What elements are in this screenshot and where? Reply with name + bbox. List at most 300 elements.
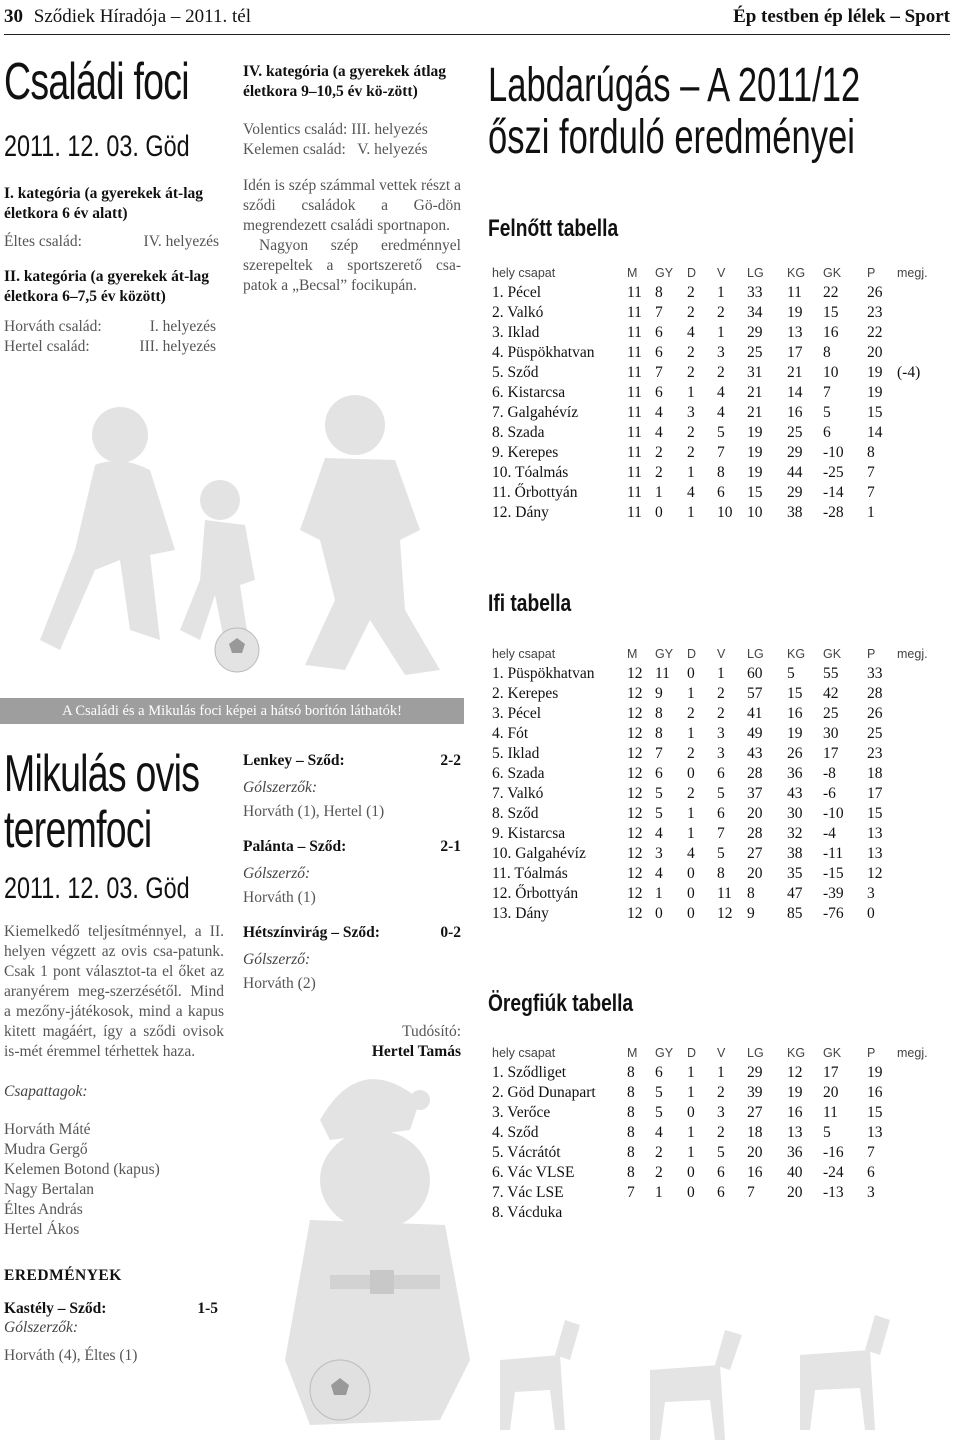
- stat-cell: 33: [747, 284, 763, 301]
- team-cell: 3. Iklad: [492, 324, 540, 341]
- stat-cell: 17: [823, 745, 839, 762]
- table-header-row: [492, 263, 937, 283]
- table-row: [492, 463, 937, 483]
- stat-cell: [787, 1203, 823, 1223]
- stat-cell: (-4): [897, 364, 921, 381]
- stat-cell: 0: [687, 1104, 695, 1121]
- squad-member: Hertel Ákos: [4, 1221, 80, 1238]
- reporter-name: Hertel Tamás: [371, 1043, 461, 1060]
- stat-cell: 1: [655, 885, 663, 902]
- stat-cell: 1: [717, 1064, 725, 1081]
- stat-cell: 29: [747, 324, 763, 341]
- stat-cell: 85: [787, 905, 803, 922]
- table-row: [492, 383, 937, 403]
- team-cell: 1. Püspökhatvan: [492, 665, 595, 682]
- stat-cell: 3: [867, 1184, 875, 1201]
- cat4-line-1: Volentics család: III. helyezés: [243, 121, 428, 138]
- team-cell: 2. Kerepes: [492, 685, 559, 702]
- table-row: [492, 724, 937, 744]
- table-row: [492, 844, 937, 864]
- scorers-0: Horváth (4), Éltes (1): [4, 1347, 138, 1364]
- squad-label: Csapattagok:: [4, 1083, 88, 1100]
- stat-cell: 11: [717, 885, 732, 902]
- team-cell: 10. Tóalmás: [492, 464, 569, 481]
- stat-cell: 6: [717, 805, 725, 822]
- stat-cell: 7: [867, 464, 875, 481]
- match-2: Palánta – Sződ:: [243, 838, 347, 855]
- stat-cell: [897, 1083, 937, 1103]
- stat-cell: -76: [823, 905, 844, 922]
- stat-cell: [687, 1203, 717, 1223]
- stat-cell: 1: [867, 504, 875, 521]
- stat-cell: 26: [867, 284, 883, 301]
- stat-cell: 0: [655, 905, 663, 922]
- stat-cell: 8: [655, 725, 663, 742]
- column-header: V: [717, 647, 726, 661]
- oregfiuk-title: Öregfiúk tabella: [488, 990, 634, 1017]
- stat-cell: 2: [687, 705, 695, 722]
- stat-cell: [897, 283, 937, 303]
- stat-cell: 2: [687, 284, 695, 301]
- table-row: [492, 1123, 937, 1143]
- stat-cell: 31: [747, 364, 763, 381]
- stat-cell: 49: [747, 725, 763, 742]
- reporter-label: Tudósító:: [402, 1023, 461, 1040]
- stat-cell: 16: [787, 1104, 803, 1121]
- stat-cell: 2: [687, 745, 695, 762]
- stat-cell: 3: [717, 725, 725, 742]
- csaladi-para-2: Nagyon szép eredménnyel szerepeltek a sportszerető csa-patok a „Becsal” focikupán.: [243, 237, 461, 294]
- team-cell: 6. Szada: [492, 765, 545, 782]
- stat-cell: [717, 1203, 747, 1223]
- stat-cell: 1: [687, 825, 695, 842]
- cat1-family: Éltes család:: [4, 233, 82, 250]
- stat-cell: 19: [867, 384, 883, 401]
- stat-cell: 1: [717, 324, 725, 341]
- stat-cell: [897, 764, 937, 784]
- stat-cell: 5: [717, 1144, 725, 1161]
- table-row: [492, 343, 937, 363]
- section-title: Ép testben ép lélek – Sport: [733, 6, 950, 27]
- stat-cell: 18: [867, 765, 883, 782]
- stat-cell: 13: [787, 1124, 803, 1141]
- stat-cell: [897, 483, 937, 503]
- stat-cell: 11: [627, 284, 642, 301]
- mikulas-title-1: Mikulás ovis: [4, 745, 200, 803]
- stat-cell: 7: [655, 304, 663, 321]
- csaladi-title: Családi foci: [4, 53, 189, 111]
- stat-cell: 19: [867, 364, 883, 381]
- stat-cell: 6: [655, 344, 663, 361]
- stat-cell: 22: [867, 324, 883, 341]
- stat-cell: 12: [627, 825, 643, 842]
- table-row: [492, 1083, 937, 1103]
- squad-member: Nagy Bertalan: [4, 1181, 94, 1198]
- stat-cell: 35: [787, 865, 803, 882]
- stat-cell: 4: [717, 404, 725, 421]
- stat-cell: 26: [867, 705, 883, 722]
- stat-cell: [897, 503, 937, 523]
- column-header: GK: [823, 647, 842, 661]
- page-header: [4, 6, 950, 35]
- column-header: D: [687, 647, 697, 661]
- stat-cell: 2: [717, 364, 725, 381]
- table-header-row: [492, 1043, 937, 1063]
- stat-cell: 0: [687, 765, 695, 782]
- stat-cell: -11: [823, 845, 844, 862]
- stat-cell: 11: [627, 324, 642, 341]
- stat-cell: 8: [717, 464, 725, 481]
- squad-list: [4, 1120, 224, 1240]
- stat-cell: 8: [823, 344, 831, 361]
- column-header: P: [867, 1046, 876, 1060]
- table-row: [492, 884, 937, 904]
- stat-cell: 29: [747, 1064, 763, 1081]
- column-header: LG: [747, 1046, 764, 1060]
- stat-cell: 7: [747, 1184, 755, 1201]
- stat-cell: [897, 1163, 937, 1183]
- stat-cell: 7: [655, 364, 663, 381]
- stat-cell: 11: [627, 484, 642, 501]
- stat-cell: 11: [627, 444, 642, 461]
- table-row: [492, 423, 937, 443]
- stat-cell: 1: [655, 484, 663, 501]
- stat-cell: 14: [787, 384, 803, 401]
- table-row: [492, 664, 937, 684]
- stat-cell: 8: [627, 1104, 635, 1121]
- stat-cell: 2: [655, 444, 663, 461]
- stat-cell: 5: [717, 424, 725, 441]
- stat-cell: 0: [687, 665, 695, 682]
- stat-cell: 2: [687, 785, 695, 802]
- stat-cell: 0: [687, 885, 695, 902]
- stat-cell: 12: [627, 705, 643, 722]
- stat-cell: 42: [823, 685, 839, 702]
- stat-cell: 3: [717, 745, 725, 762]
- stat-cell: 25: [823, 705, 839, 722]
- stat-cell: [897, 1103, 937, 1123]
- stat-cell: 2: [717, 685, 725, 702]
- team-cell: 7. Vác LSE: [492, 1184, 564, 1201]
- column-header: megj.: [897, 1046, 928, 1060]
- stat-cell: 11: [823, 1104, 838, 1121]
- stat-cell: 12: [627, 865, 643, 882]
- column-header: hely csapat: [492, 266, 556, 280]
- table-row: [492, 904, 937, 924]
- stat-cell: [897, 704, 937, 724]
- stat-cell: 6: [655, 384, 663, 401]
- stat-cell: 1: [687, 1084, 695, 1101]
- stat-cell: [897, 664, 937, 684]
- stat-cell: -10: [823, 805, 844, 822]
- stat-cell: 34: [747, 304, 763, 321]
- column-header: LG: [747, 647, 764, 661]
- stat-cell: 3: [867, 885, 875, 902]
- stat-cell: 5: [655, 1104, 663, 1121]
- stat-cell: [897, 1183, 937, 1203]
- stat-cell: 5: [717, 785, 725, 802]
- stat-cell: 47: [787, 885, 803, 902]
- stat-cell: 15: [747, 484, 763, 501]
- stat-cell: 7: [823, 384, 831, 401]
- labdarugas-article: [488, 59, 953, 164]
- stat-cell: 16: [787, 404, 803, 421]
- team-cell: 7. Galgahévíz: [492, 404, 579, 421]
- stat-cell: 4: [687, 324, 695, 341]
- stat-cell: [897, 463, 937, 483]
- stat-cell: [897, 1143, 937, 1163]
- column-header: GY: [655, 1046, 674, 1060]
- column-header: GY: [655, 266, 674, 280]
- stat-cell: 19: [787, 304, 803, 321]
- stat-cell: 17: [823, 1064, 839, 1081]
- stat-cell: 2: [717, 1084, 725, 1101]
- santa-silhouette: [260, 1060, 480, 1445]
- stat-cell: 1: [687, 805, 695, 822]
- stat-cell: 38: [787, 504, 803, 521]
- stat-cell: 6: [823, 424, 831, 441]
- column-header: GK: [823, 266, 842, 280]
- team-cell: 4. Sződ: [492, 1124, 539, 1141]
- stat-cell: 12: [627, 765, 643, 782]
- team-cell: 8. Szada: [492, 424, 545, 441]
- stat-cell: 2: [655, 464, 663, 481]
- stat-cell: 10: [747, 504, 763, 521]
- stat-cell: 36: [787, 1144, 803, 1161]
- team-cell: 5. Sződ: [492, 364, 539, 381]
- scorers-label-1: Gólszerzők:: [243, 779, 318, 796]
- stat-cell: 11: [627, 304, 642, 321]
- stat-cell: 8: [747, 885, 755, 902]
- stat-cell: 1: [655, 1184, 663, 1201]
- ifi-title: Ifi tabella: [488, 590, 572, 617]
- team-cell: 2. Göd Dunapart: [492, 1084, 596, 1101]
- column-header: LG: [747, 266, 764, 280]
- team-cell: 12. Őrbottyán: [492, 885, 579, 902]
- stat-cell: 5: [655, 785, 663, 802]
- stat-cell: 10: [823, 364, 839, 381]
- stat-cell: 2: [687, 304, 695, 321]
- stat-cell: 6: [717, 1164, 725, 1181]
- stat-cell: 36: [787, 765, 803, 782]
- scorers-1: Horváth (1), Hertel (1): [243, 803, 385, 820]
- team-cell: 1. Sződliget: [492, 1064, 567, 1081]
- stat-cell: 11: [627, 384, 642, 401]
- team-cell: 11. Őrbottyán: [492, 484, 578, 501]
- scorers-label-3: Gólszerző:: [243, 951, 311, 968]
- stat-cell: [897, 403, 937, 423]
- table-row: [492, 283, 937, 303]
- stat-cell: 6: [867, 1164, 875, 1181]
- stat-cell: -28: [823, 504, 844, 521]
- stat-cell: [867, 1203, 897, 1223]
- cat1-place: IV. helyezés: [143, 233, 219, 250]
- stat-cell: 4: [655, 865, 663, 882]
- stat-cell: 2: [655, 1144, 663, 1161]
- match-1: Lenkey – Sződ:: [243, 752, 345, 769]
- stat-cell: 3: [717, 1104, 725, 1121]
- stat-cell: 5: [823, 404, 831, 421]
- stat-cell: 10: [717, 504, 733, 521]
- stat-cell: 6: [655, 324, 663, 341]
- cat2-place-2: III. helyezés: [139, 338, 216, 355]
- cat4-line-2: Kelemen család: V. helyezés: [243, 141, 428, 158]
- table-row: [492, 1203, 937, 1223]
- table-row: [492, 483, 937, 503]
- stat-cell: 12: [627, 785, 643, 802]
- cat2-place-1: I. helyezés: [149, 318, 216, 335]
- stat-cell: 22: [823, 284, 839, 301]
- stat-cell: 19: [787, 1084, 803, 1101]
- reindeer-decoration: [470, 1300, 950, 1450]
- stat-cell: 3: [655, 845, 663, 862]
- stat-cell: [897, 724, 937, 744]
- family-football-silhouette: [0, 380, 480, 680]
- stat-cell: 8: [627, 1064, 635, 1081]
- stat-cell: 21: [787, 364, 803, 381]
- cat2-heading: II. kategória (a gyerekek át-lag életkora 6–7,5 év között): [4, 268, 210, 305]
- stat-cell: 13: [867, 825, 883, 842]
- stat-cell: 0: [687, 865, 695, 882]
- stat-cell: 8: [717, 865, 725, 882]
- team-cell: 9. Kistarcsa: [492, 825, 566, 842]
- stat-cell: 55: [823, 665, 839, 682]
- score-0: 1-5: [197, 1300, 218, 1317]
- team-cell: 4. Fót: [492, 725, 529, 742]
- stat-cell: 7: [627, 1184, 635, 1201]
- stat-cell: 7: [867, 484, 875, 501]
- column-header: P: [867, 266, 876, 280]
- stat-cell: 4: [655, 825, 663, 842]
- stat-cell: 11: [627, 464, 642, 481]
- labdarugas-title-2: őszi forduló eredményei: [488, 111, 855, 164]
- oregfiuk-table: [492, 1043, 937, 1223]
- team-cell: 11. Tóalmás: [492, 865, 568, 882]
- stat-cell: 1: [687, 1144, 695, 1161]
- team-cell: 8. Vácduka: [492, 1204, 563, 1221]
- squad-member: Mudra Gergő: [4, 1141, 88, 1158]
- stat-cell: [897, 844, 937, 864]
- stat-cell: [897, 1123, 937, 1143]
- table-row: [492, 744, 937, 764]
- stat-cell: 6: [717, 1184, 725, 1201]
- stat-cell: -15: [823, 865, 844, 882]
- stat-cell: 12: [787, 1064, 803, 1081]
- stat-cell: 12: [867, 865, 883, 882]
- stat-cell: 12: [627, 725, 643, 742]
- table-row: [492, 764, 937, 784]
- match-3: Hétszínvirág – Sződ:: [243, 924, 380, 941]
- stat-cell: [655, 1203, 687, 1223]
- stat-cell: 15: [867, 805, 883, 822]
- stat-cell: 20: [787, 1184, 803, 1201]
- column-header: D: [687, 1046, 697, 1060]
- csaladi-date: 2011. 12. 03. Göd: [4, 130, 190, 163]
- stat-cell: 3: [687, 404, 695, 421]
- stat-cell: 5: [717, 845, 725, 862]
- csaladi-para-1: Idén is szép számmal vettek részt a sződi családok a Gö-dön megrendezett családi sportnapon.: [243, 177, 461, 234]
- team-cell: 6. Kistarcsa: [492, 384, 566, 401]
- stat-cell: 1: [687, 384, 695, 401]
- stat-cell: 38: [787, 845, 803, 862]
- stat-cell: 19: [747, 424, 763, 441]
- stat-cell: 15: [823, 304, 839, 321]
- squad-member: Kelemen Botond (kapus): [4, 1161, 160, 1178]
- stat-cell: 4: [655, 404, 663, 421]
- csaladi-foci-cont: [243, 62, 461, 296]
- scorers-2: Horváth (1): [243, 889, 316, 906]
- stat-cell: 1: [687, 504, 695, 521]
- stat-cell: -24: [823, 1164, 844, 1181]
- stat-cell: 0: [687, 1164, 695, 1181]
- stat-cell: 13: [867, 1124, 883, 1141]
- stat-cell: 7: [717, 444, 725, 461]
- stat-cell: 6: [655, 765, 663, 782]
- column-header: GK: [823, 1046, 842, 1060]
- stat-cell: 2: [717, 705, 725, 722]
- column-header: KG: [787, 647, 806, 661]
- stat-cell: 39: [747, 1084, 763, 1101]
- stat-cell: 41: [747, 705, 763, 722]
- stat-cell: 4: [655, 424, 663, 441]
- stat-cell: 28: [867, 685, 883, 702]
- stat-cell: 13: [787, 324, 803, 341]
- stat-cell: 0: [687, 1184, 695, 1201]
- stat-cell: 4: [687, 845, 695, 862]
- table-row: [492, 443, 937, 463]
- felnott-title: Felnőtt tabella: [488, 215, 619, 242]
- match-0: Kastély – Sződ:: [4, 1300, 107, 1317]
- stat-cell: 40: [787, 1164, 803, 1181]
- table-row: [492, 804, 937, 824]
- stat-cell: [897, 443, 937, 463]
- mikulas-article: [4, 745, 224, 1366]
- squad-member: Éltes András: [4, 1201, 83, 1218]
- stat-cell: 17: [787, 344, 803, 361]
- score-3: 0-2: [440, 924, 461, 941]
- felnott-table: [492, 263, 937, 523]
- stat-cell: 0: [655, 504, 663, 521]
- stat-cell: [897, 884, 937, 904]
- stat-cell: 60: [747, 665, 763, 682]
- stat-cell: 1: [687, 464, 695, 481]
- stat-cell: [897, 343, 937, 363]
- stat-cell: 2: [687, 424, 695, 441]
- stat-cell: -16: [823, 1144, 844, 1161]
- publication-title: Sződiek Híradója – 2011. tél: [33, 6, 251, 27]
- column-header: KG: [787, 1046, 806, 1060]
- stat-cell: 12: [627, 905, 643, 922]
- ifi-table: [492, 644, 937, 924]
- stat-cell: 11: [627, 404, 642, 421]
- stat-cell: 0: [687, 905, 695, 922]
- stat-cell: [823, 1203, 867, 1223]
- stat-cell: 8: [867, 444, 875, 461]
- table-row: [492, 1143, 937, 1163]
- column-header: D: [687, 266, 697, 280]
- stat-cell: 4: [655, 1124, 663, 1141]
- stat-cell: 27: [747, 1104, 763, 1121]
- team-cell: 5. Vácrátót: [492, 1144, 561, 1161]
- mikulas-date: 2011. 12. 03. Göd: [4, 872, 190, 905]
- stat-cell: [897, 784, 937, 804]
- stat-cell: 0: [867, 905, 875, 922]
- mikulas-para: Kiemelkedő teljesítménnyel, a II. helyen végzett az ovis csa-patunk. Csak 1 pont választot-ta el őket az aranyérem meg-szerzésétől. Mind a mezőny-játékosok, mind a kapus kitett magáért, így a sződi ovisok is-mét éremmel térhettek haza.: [4, 923, 224, 1060]
- stat-cell: 28: [747, 765, 763, 782]
- table-row: [492, 864, 937, 884]
- stat-cell: 19: [867, 1064, 883, 1081]
- stat-cell: -8: [823, 765, 836, 782]
